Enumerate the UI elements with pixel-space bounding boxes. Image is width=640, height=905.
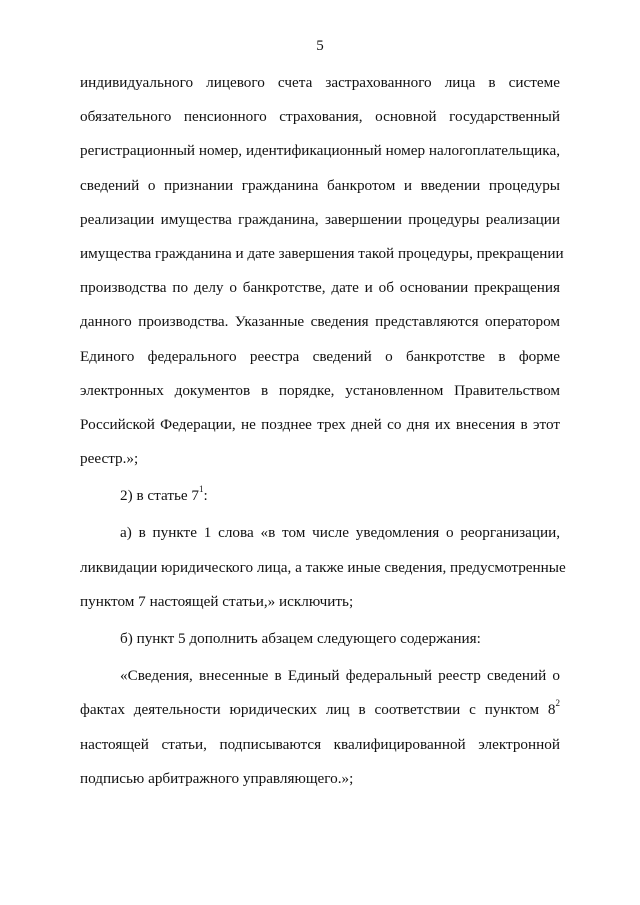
text-line: пунктом 7 настоящей статьи,» исключить; — [80, 592, 354, 610]
quoted-paragraph — [80, 659, 560, 796]
page-number: 5 — [316, 38, 324, 54]
text-line: производства по делу о банкротстве, дате и об основании прекращения — [80, 279, 560, 297]
superscript: 1 — [199, 484, 204, 495]
text-line: Российской Федерации, не позднее трех дней со дня их внесения в этот — [80, 415, 560, 433]
text-line: реализации имущества гражданина, завершении процедуры реализации — [80, 210, 560, 228]
text-line: подписью арбитражного управляющего.»; — [80, 769, 354, 787]
text-line: регистрационный номер, идентификационный номер налогоплательщика, — [80, 142, 560, 160]
superscript: 2 — [555, 698, 560, 709]
text-line: индивидуального лицевого счета застрахованного лица в системе — [80, 74, 560, 91]
text-line: данного производства. Указанные сведения представляются оператором — [80, 313, 560, 331]
text-line: сведений о признании гражданина банкротом и введении процедуры — [80, 176, 560, 194]
amendment-item-2 — [80, 479, 560, 513]
text-line: имущества гражданина и дате завершения такой процедуры, прекращении — [80, 244, 564, 262]
text-line: обязательного пенсионного страхования, основной государственный — [80, 108, 560, 126]
text-line: ликвидации юридического лица, а также иные сведения, предусмотренные — [80, 558, 566, 576]
amendment-subitem-a — [80, 516, 566, 619]
text-line — [80, 693, 560, 727]
text-line: электронных документов в порядке, установленном Правительством — [80, 381, 560, 399]
amendment-item-2-text: 2) в статье 7 — [120, 487, 200, 505]
text-line: «Сведения, внесенные в Единый федеральный реестр сведений о — [120, 667, 560, 685]
text-line: реестр.»; — [80, 450, 139, 468]
text-line: настоящей статьи, подписываются квалифицированной электронной — [80, 735, 560, 753]
amendment-item-2-suffix: : — [203, 487, 208, 505]
amendment-subitem-b: б) пункт 5 дополнить абзацем следующего содержания: — [120, 630, 481, 647]
document-body — [80, 66, 566, 796]
quote-line-text: фактах деятельности юридических лиц в соответствии с пунктом 8 — [80, 701, 556, 719]
paragraph-continuation — [80, 66, 564, 476]
text-line: Единого федерального реестра сведений о банкротстве в форме — [80, 347, 560, 365]
text-line: а) в пункте 1 слова «в том числе уведомления о реорганизации, — [120, 524, 560, 542]
